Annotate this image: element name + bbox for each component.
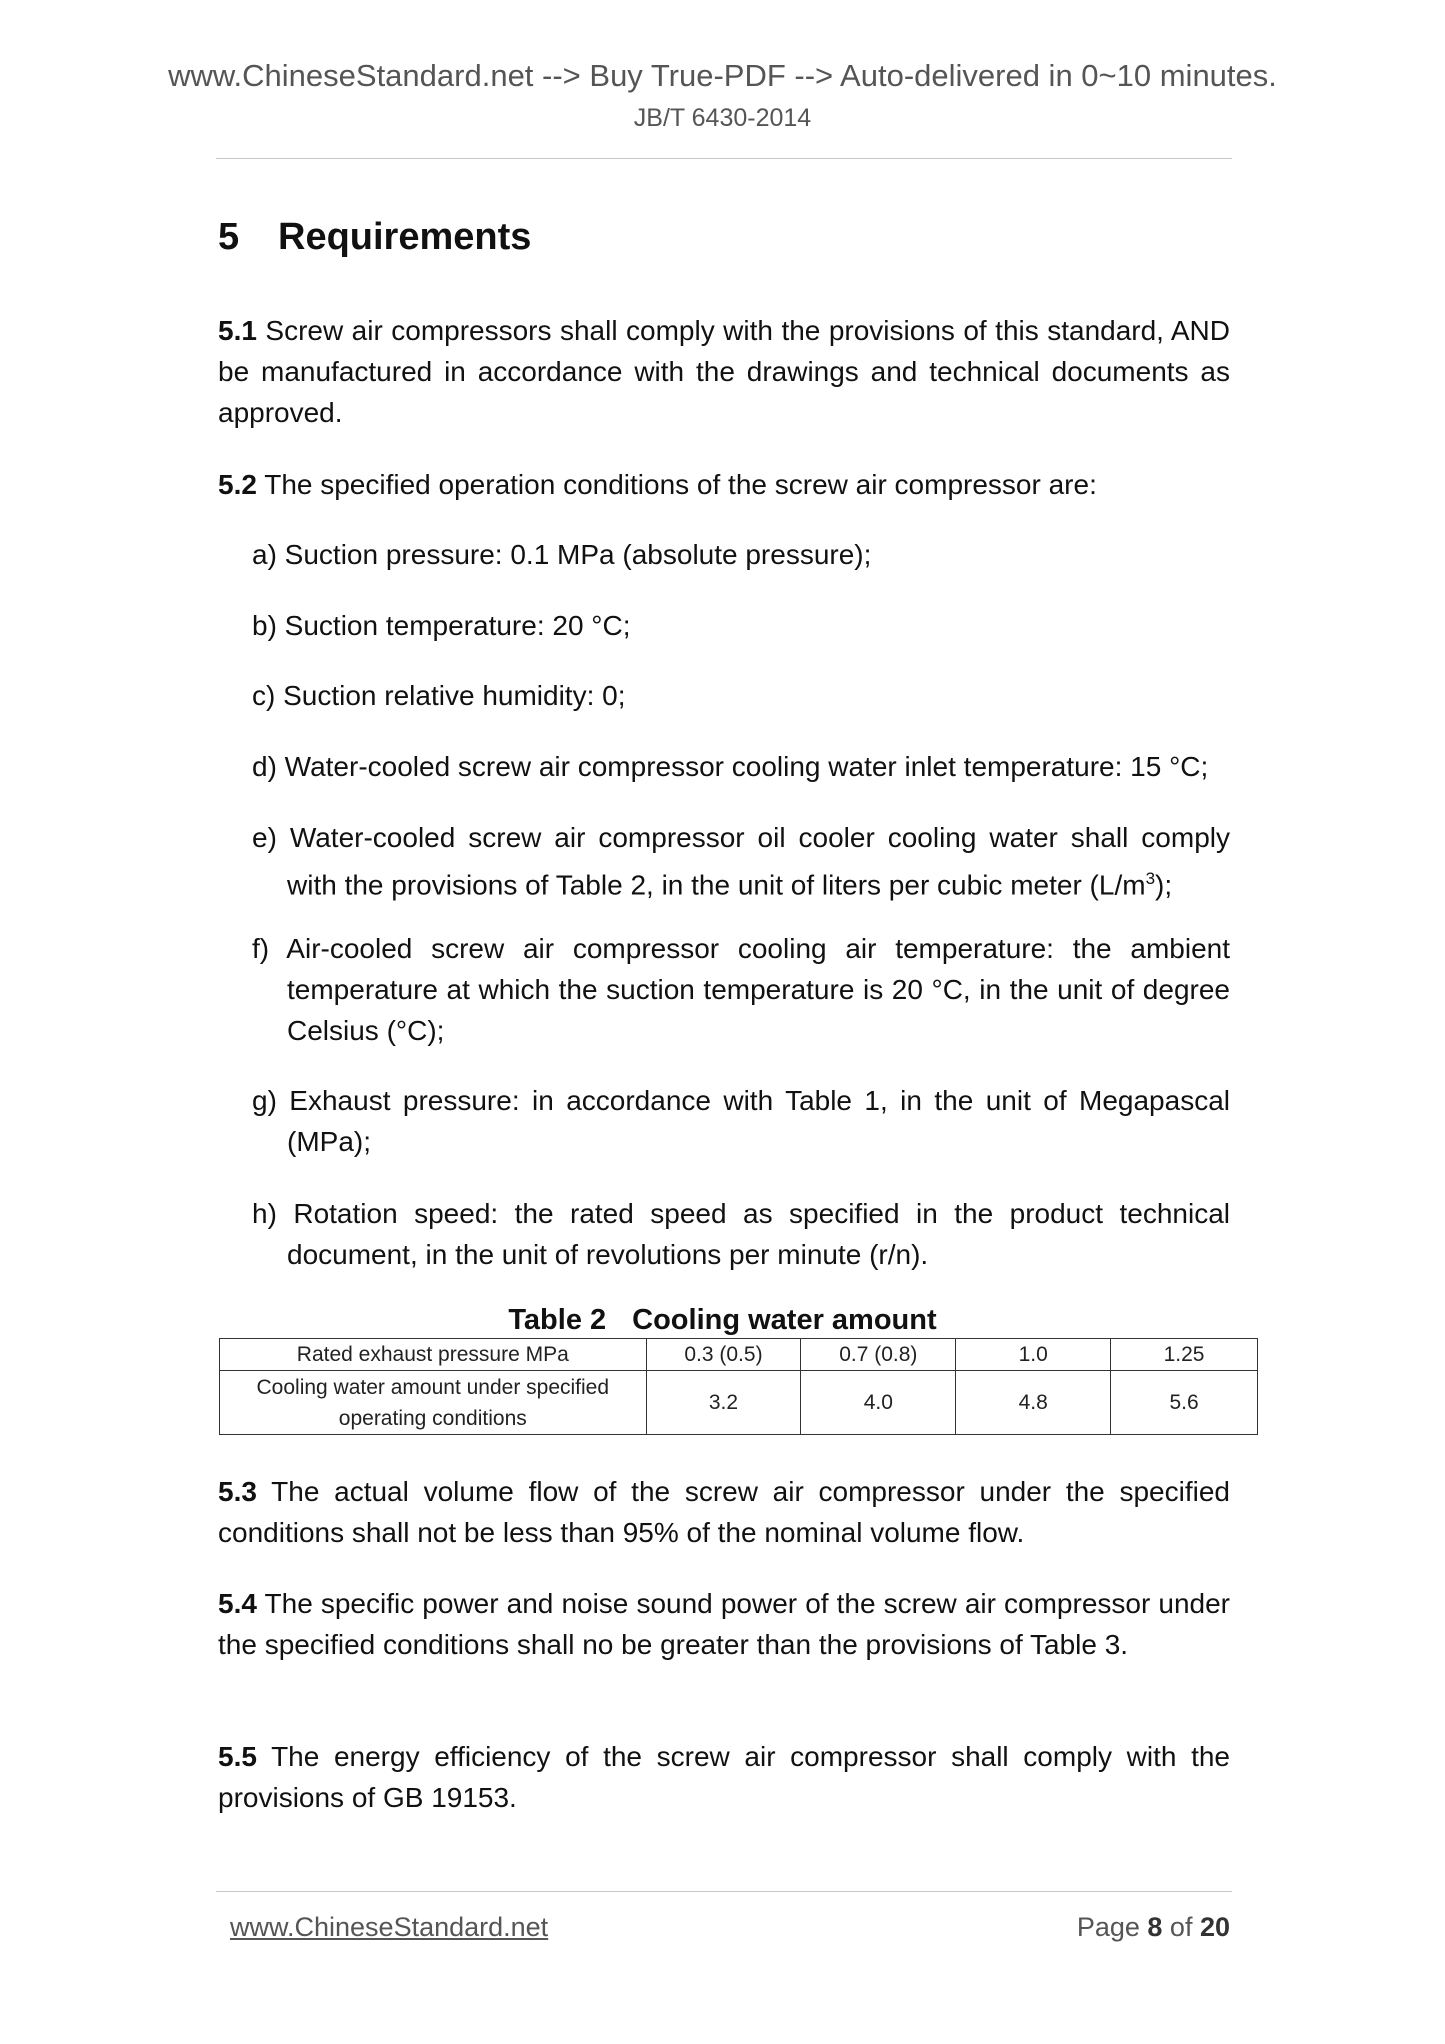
table-cell: 5.6: [1111, 1371, 1258, 1435]
page-indicator: [1077, 1912, 1230, 1943]
table-label: Table 2: [508, 1304, 607, 1336]
clause-text: The energy efficiency of the screw air compressor shall comply with the provisions of GB 19153.: [218, 1741, 1230, 1813]
clause-number: 5.1: [218, 315, 257, 346]
clause-5-3: [218, 1471, 1230, 1553]
standard-id: JB/T 6430-2014: [633, 104, 812, 132]
footer-site-link[interactable]: www.ChineseStandard.net: [230, 1912, 549, 1942]
clause-text: The specified operation conditions of the screw air compressor are:: [256, 469, 1097, 500]
condition-e-text: e) Water-cooled screw air compressor oil cooler cooling water shall comply with the provisions of Table 2, in the unit of liters per cubic meter (L/m: [252, 822, 1230, 901]
page-total: 20: [1199, 1912, 1230, 1942]
table-row: [220, 1371, 1258, 1435]
condition-e-end: );: [1155, 869, 1173, 901]
clause-5-1: [218, 310, 1230, 433]
condition-a: a) Suction pressure: 0.1 MPa (absolute pressure);: [252, 539, 872, 570]
section-number: 5: [218, 216, 240, 258]
header-banner: www.ChineseStandard.net --> Buy True-PDF --> Auto-delivered in 0~10 minutes.: [168, 58, 1277, 93]
condition-h: h) Rotation speed: the rated speed as specified in the product technical document, in the unit of revolutions per minute (r/n).: [252, 1198, 1230, 1270]
section-heading: [218, 216, 531, 259]
clause-text: The specific power and noise sound power of the screw air compressor under the specified conditions shall no be greater than the provisions of Table 3.: [218, 1588, 1230, 1660]
clause-number: 5.4: [218, 1588, 257, 1619]
cooling-water-table: [219, 1338, 1258, 1435]
table-cell: 1.0: [956, 1339, 1111, 1371]
condition-f: f) Air-cooled screw air compressor cooling air temperature: the ambient temperature at which the suction temperature is 20 °C, in the unit of degree Celsius (°C);: [252, 933, 1230, 1046]
table-cell: 0.3 (0.5): [646, 1339, 801, 1371]
condition-e: [252, 817, 1230, 905]
clause-5-2: [218, 464, 1230, 505]
table-cell: 4.8: [956, 1371, 1111, 1435]
condition-c: c) Suction relative humidity: 0;: [252, 680, 626, 711]
page-prefix: Page: [1076, 1912, 1148, 1942]
condition-g: g) Exhaust pressure: in accordance with Table 1, in the unit of Megapascal (MPa);: [252, 1085, 1230, 1157]
clause-number: 5.3: [218, 1476, 257, 1507]
clause-5-5: [218, 1736, 1230, 1818]
footer-divider: [216, 1891, 1232, 1892]
table-row: [220, 1339, 1258, 1371]
table-cell: 4.0: [801, 1371, 956, 1435]
row-header: Rated exhaust pressure MPa: [220, 1339, 647, 1371]
clause-number: 5.2: [218, 469, 257, 500]
table-cell: 3.2: [646, 1371, 801, 1435]
clause-number: 5.5: [218, 1741, 257, 1772]
page-current: 8: [1147, 1912, 1163, 1942]
page-of: of: [1162, 1912, 1200, 1942]
table-cell: 0.7 (0.8): [801, 1339, 956, 1371]
header-divider: [216, 158, 1232, 159]
section-title: Requirements: [278, 216, 532, 258]
clause-5-4: [218, 1583, 1230, 1665]
clause-text: Screw air compressors shall comply with the provisions of this standard, AND be manufactured in accordance with the drawings and technical documents as approved.: [218, 315, 1230, 428]
table-title: Cooling water amount: [632, 1304, 937, 1336]
condition-d: d) Water-cooled screw air compressor cooling water inlet temperature: 15 °C;: [252, 751, 1209, 782]
clause-text: The actual volume flow of the screw air compressor under the specified conditions shall not be less than 95% of the nominal volume flow.: [218, 1476, 1230, 1548]
table-caption: [0, 1304, 1445, 1337]
superscript: 3: [1145, 869, 1156, 888]
table-cell: 1.25: [1111, 1339, 1258, 1371]
row-header: Cooling water amount under specified operating conditions: [220, 1371, 647, 1435]
condition-b: b) Suction temperature: 20 °C;: [252, 610, 631, 641]
